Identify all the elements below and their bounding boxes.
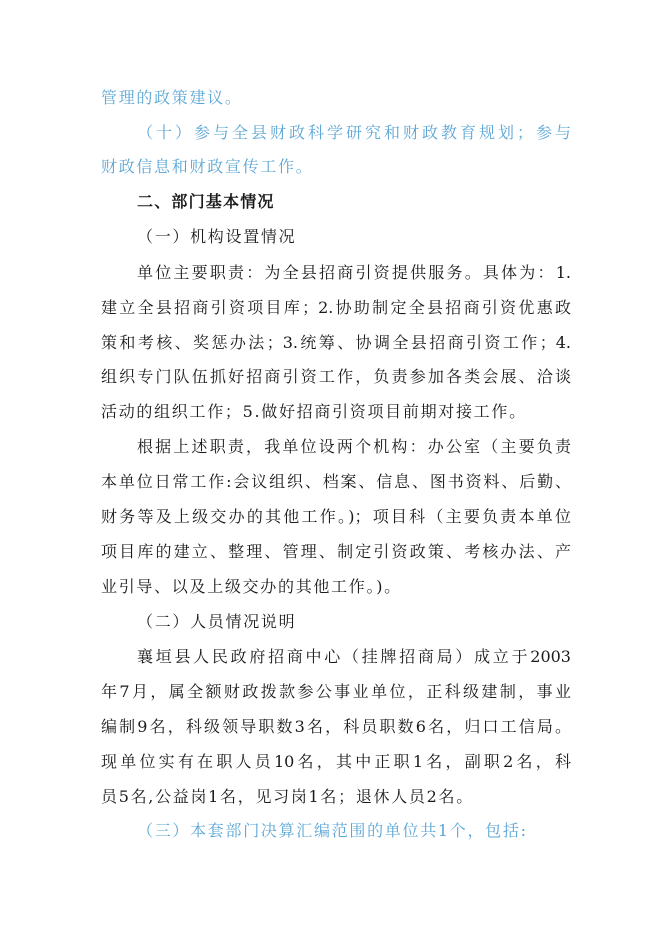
paragraph-line: 财务等及上级交办的其他工作。)；项目科（主要负责本单位 — [101, 507, 571, 526]
paragraph-line: 员5名,公益岗1名，见习岗1名；退休人员2名。 — [101, 787, 474, 806]
paragraph-line: 策和考核、奖惩办法；3.统筹、协调全县招商引资工作；4. — [101, 333, 571, 352]
paragraph-line: 建立全县招商引资项目库；2.协助制定全县招商引资优惠政 — [101, 298, 571, 317]
paragraph-line: 本单位日常工作:会议组织、档案、信息、图书资料、后勤、 — [101, 472, 571, 491]
paragraph-line: 根据上述职责，我单位设两个机构：办公室（主要负责 — [137, 437, 571, 456]
section-heading: 二、部门基本情况 — [137, 192, 275, 211]
subsection-heading: （一）机构设置情况 — [137, 227, 297, 246]
paragraph-line: 项目库的建立、整理、管理、制定引资政策、考核办法、产 — [101, 542, 571, 561]
paragraph-line: 活动的组织工作；5.做好招商引资项目前期对接工作。 — [101, 402, 527, 421]
paragraph-line: 组织专门队伍抓好招商引资工作，负责参加各类会展、洽谈 — [101, 367, 571, 386]
paragraph-line: 业引导、以及上级交办的其他工作。)。 — [101, 577, 402, 596]
paragraph-line: 财政信息和财政宣传工作。 — [101, 157, 314, 176]
paragraph-line: 单位主要职责：为全县招商引资提供服务。具体为：1. — [137, 263, 571, 282]
subsection-heading: （二）人员情况说明 — [137, 612, 297, 631]
paragraph-line: 现单位实有在职人员10名，其中正职1名，副职2名，科 — [101, 752, 571, 771]
subsection-heading: （三）本套部门决算汇编范围的单位共1个，包括: — [137, 821, 528, 840]
paragraph-line: 襄垣县人民政府招商中心（挂牌招商局）成立于2003 — [137, 647, 571, 666]
paragraph-line: 管理的政策建议。 — [101, 88, 243, 107]
paragraph-line: 编制9名，科级领导职数3名，科员职数6名，归口工信局。 — [101, 717, 571, 736]
paragraph-line: （十）参与全县财政科学研究和财政教育规划；参与 — [137, 123, 571, 142]
paragraph-line: 年7月，属全额财政拨款参公事业单位，正科级建制，事业 — [101, 682, 571, 701]
